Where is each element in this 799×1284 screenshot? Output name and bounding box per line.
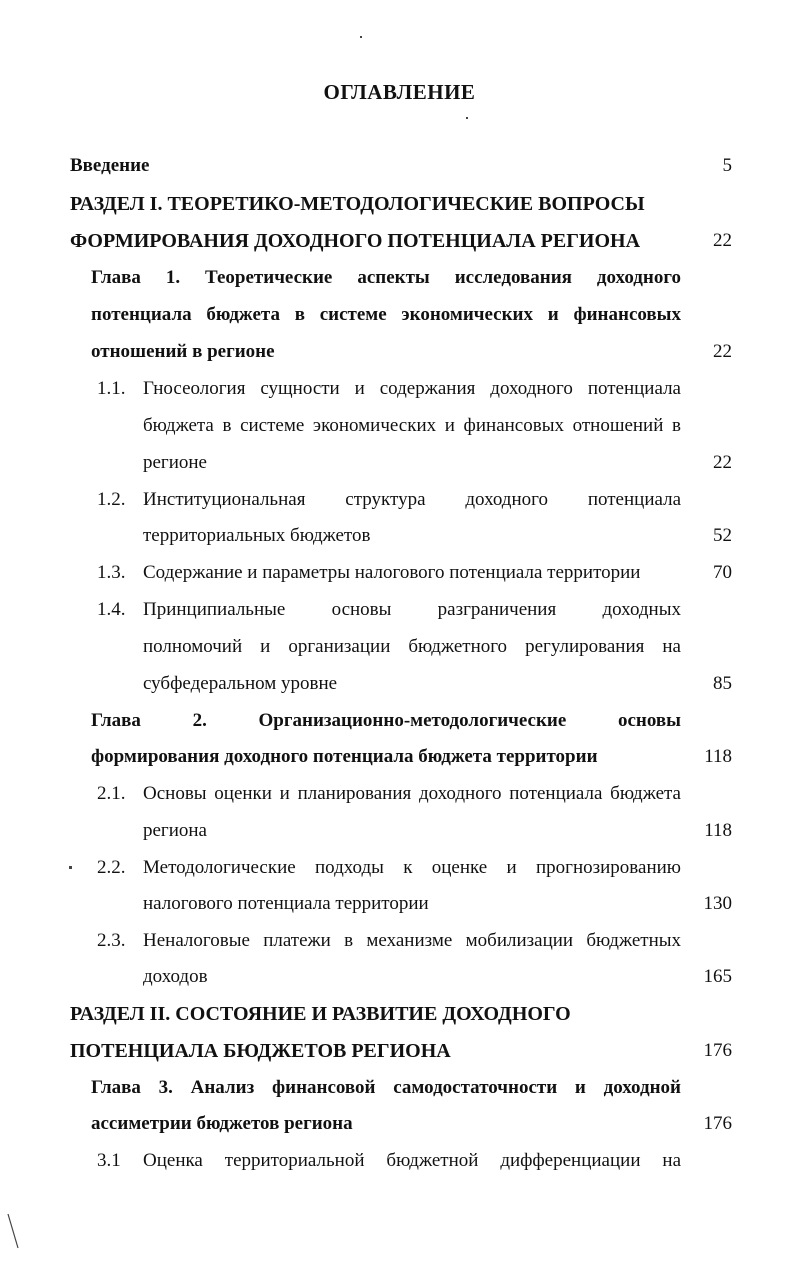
toc-item14-line1: Принципиальные основы разграничения доходных [143, 599, 681, 620]
toc-chapter1-line1: Глава 1. Теоретические аспекты исследования доходного [91, 267, 681, 288]
toc-item11-page: 22 [713, 452, 732, 473]
toc-chapter1-page: 22 [713, 341, 732, 362]
toc-chapter3-page: 176 [703, 1113, 732, 1134]
toc-item23-line1: Неналоговые платежи в механизме мобилизации бюджетных [143, 930, 681, 951]
toc-chapter2-page: 118 [704, 746, 732, 767]
toc-item22-page: 130 [703, 893, 732, 914]
toc-item31-num: 3.1 [97, 1150, 121, 1171]
toc-item21-page: 118 [704, 820, 732, 841]
toc-chapter1-line2: потенциала бюджета в системе экономических и финансовых [91, 304, 681, 325]
toc-item21-num: 2.1. [97, 783, 126, 804]
toc-chapter3-line1: Глава 3. Анализ финансовой самодостаточности и доходной [91, 1077, 681, 1098]
toc-section2-page: 176 [703, 1040, 732, 1061]
toc-item12-page: 52 [713, 525, 732, 546]
scan-speck [69, 866, 72, 869]
toc-item22-line1: Методологические подходы к оценке и прогнозированию [143, 857, 681, 878]
toc-item22-line2: налогового потенциала территории [143, 893, 429, 914]
toc-chapter2-line1: Глава 2. Организационно-методологические основы [91, 710, 681, 731]
toc-intro-page: 5 [722, 155, 732, 176]
toc-item12-line1: Институциональная структура доходного потенциала [143, 489, 681, 510]
toc-chapter1-line3: отношений в регионе [91, 341, 275, 362]
toc-item22-num: 2.2. [97, 857, 126, 878]
toc-item12-num: 1.2. [97, 489, 126, 510]
toc-item23-page: 165 [703, 966, 732, 987]
toc-chapter2-line2: формирования доходного потенциала бюджета территории [91, 746, 598, 767]
toc-item11-line3: регионе [143, 452, 207, 473]
toc-item14-line2: полномочий и организации бюджетного регулирования на [143, 636, 681, 657]
toc-item14-page: 85 [713, 673, 732, 694]
toc-item14-line3: субфедеральном уровне [143, 673, 338, 694]
toc-item13-num: 1.3. [97, 562, 126, 583]
scan-speck [360, 36, 362, 38]
toc-item11-line2: бюджета в системе экономических и финансовых отношений в [143, 415, 681, 436]
toc-item11-line1: Гносеология сущности и содержания доходного потенциала [143, 378, 681, 399]
page-title: ОГЛАВЛЕНИЕ [323, 80, 476, 104]
toc-item12-line2: территориальных бюджетов [143, 525, 371, 546]
toc-item23-line2: доходов [143, 966, 208, 987]
toc-item14-num: 1.4. [97, 599, 126, 620]
toc-item13-line1: Содержание и параметры налогового потенциала территории [143, 562, 641, 583]
toc-item23-num: 2.3. [97, 930, 126, 951]
scan-mark [4, 1212, 24, 1252]
scan-speck [466, 117, 468, 119]
toc-item11-num: 1.1. [97, 378, 126, 399]
toc-item31-line1: Оценка территориальной бюджетной дифференциации на [143, 1150, 681, 1171]
toc-section1-line1: РАЗДЕЛ I. ТЕОРЕТИКО-МЕТОДОЛОГИЧЕСКИЕ ВОПРОСЫ [70, 193, 645, 215]
toc-item21-line1: Основы оценки и планирования доходного потенциала бюджета [143, 783, 681, 804]
toc-intro-label: Введение [70, 155, 150, 176]
toc-item13-page: 70 [713, 562, 732, 583]
toc-item21-line2: региона [143, 820, 207, 841]
toc-section2-line2: ПОТЕНЦИАЛА БЮДЖЕТОВ РЕГИОНА [70, 1040, 451, 1062]
toc-section2-line1: РАЗДЕЛ II. СОСТОЯНИЕ И РАЗВИТИЕ ДОХОДНОГО [70, 1003, 571, 1025]
toc-section1-line2: ФОРМИРОВАНИЯ ДОХОДНОГО ПОТЕНЦИАЛА РЕГИОНА [70, 230, 641, 252]
toc-section1-page: 22 [713, 230, 732, 251]
toc-chapter3-line2: ассиметрии бюджетов региона [91, 1113, 353, 1134]
